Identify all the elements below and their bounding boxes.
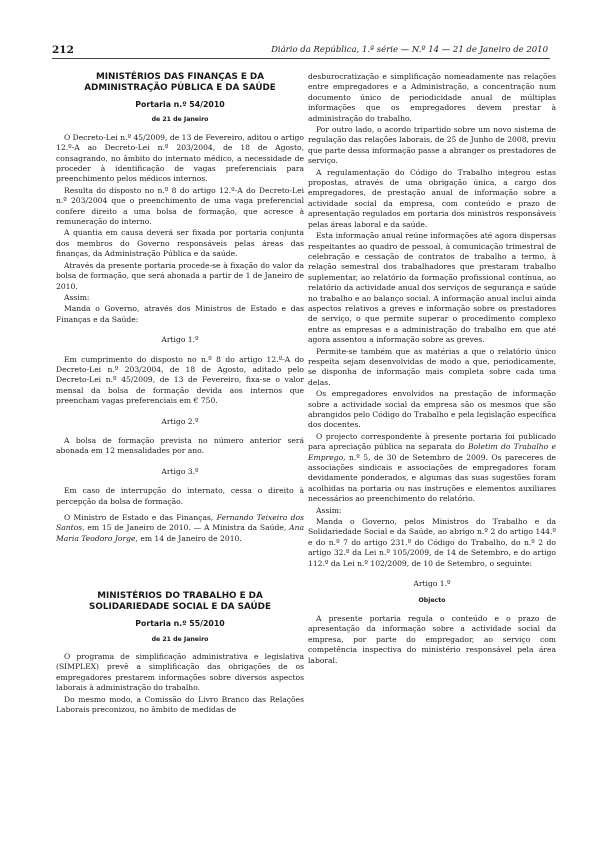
article-heading: Artigo 3.º [161,466,199,476]
article-heading: Artigo 1.º [413,579,451,589]
signature-text: O Ministro de Estado e das Finanças, [64,513,214,522]
paragraph: A regulamentação do Código do Trabalho integrou estas propostas, através de uma obrigação única, a cargo dos empregadores, de prestação anual de informação sobre a actividade social da empresa, com conteúdo e prazo de apresentação regulados em portaria dos ministros responsáveis pelas áreas laboral e da saúde. [308,167,556,229]
paragraph: Assim: [64,292,90,302]
ministry-heading: MINISTÉRIOS DO TRABALHO E DA SOLIDARIEDADE SOCIAL E DA SAÚDE [89,591,271,613]
paragraph-text: , n.º 5, de 30 de Setembro de 2009. Os pareceres de associações sindicais e associações de empregadores foram devidamente ponderados, e algumas das suas sugestões foram acolhidas na portaria ou nas instruções e elementos auxiliares necessários ao preenchimento do relatório. [308,452,556,504]
paragraph-text: O projecto correspondente à presente portaria foi publicado para apreciação pública na separata do [308,431,556,452]
article-heading: Artigo 2.º [161,416,199,426]
ministry-heading: MINISTÉRIOS DAS FINANÇAS E DA ADMINISTRAÇÃO PÚBLICA E DA SAÚDE [84,72,276,93]
article-subject: Objecto [418,596,446,604]
portaria-title: Portaria n.º 54/2010 [135,100,225,109]
paragraph: Os empregadores envolvidos na prestação de informação sobre a actividade social da empresa são os mesmos que são abrangidos pelo Código do Trabalho e pela legislação específica dos docentes. [308,389,556,430]
paragraph: O Decreto-Lei n.º 45/2009, de 13 de Fevereiro, aditou o artigo 12.º-A ao Decreto-Lei n.º 203/2004, de 18 de Agosto, consagrando, no âmbito do internato médico, a necessidade de proceder à identificação de vagas preferenciais para preenchimento pelos médicos internos. [56,132,304,184]
signatory-name: Ana Maria Teodoro Jorge [56,523,304,543]
paragraph: Resulta do disposto no n.º 8 do artigo 12.º-A do Decreto-Lei n.º 203/2004 que o preenchimento de uma vaga preferencial confere direito a uma bolsa de formação, que acresce à remuneração do interno. [56,185,304,227]
paragraph: Permite-se também que as matérias a que o relatório único respeita sejam desenvolvidas de modo a que, periodicamente, se disponha de informação mais completa sobre cada uma delas. [308,346,556,387]
paragraph: Manda o Governo, pelos Ministros do Trabalho e da Solidariedade Social e da Saúde, ao abrigo n.º 2 do artigo 144.º e do n.º 7 do artigo 231.º do Código do Trabalho, do n.º 2 do artigo 32.º da Lei n.º 105/2009, de 14 de Setembro, e do artigo 112.º da Lei n.º 102/2009, de 10 de Setembro, o seguinte: [308,517,556,568]
paragraph: Por outro lado, o acordo tripartido sobre um novo sistema de regulação das relações laborais, de 25 de Junho de 2008, previu que parte dessa informação passe a abranger os prestadores de serviço. [308,125,556,166]
paragraph: A presente portaria regula o conteúdo e o prazo de apresentação da informação sobre a actividade social da empresa, por parte do empregador, ao serviço com competência inspectiva do ministério responsável pela área laboral. [308,613,556,665]
paragraph: desburocratização e simplificação nomeadamente nas relações entre empregadores e a Administração, a concentração num documento único de periodicidade anual de múltiplas informações que os empregadores devem prestar à administração do trabalho. [308,72,556,123]
paragraph: Assim: [316,505,342,515]
paragraph: Em cumprimento do disposto no n.º 8 do artigo 12.º-A do Decreto-Lei n.º 203/2004, de 18 de Agosto, aditado pelo Decreto-Lei n.º 45/2009, de 13 de Fevereiro, fixa-se o valor mensal da bolsa de formação devida aos internos que preencham vagas preferenciais em € 750. [56,354,304,406]
signature-text: , em 14 de Janeiro de 2010. [135,533,242,543]
paragraph: O programa de simplificação administrativa e legislativa (SIMPLEX) prevê a simplificação das obrigações de os empregadores prestarem informações sobre diversos aspectos laborais à administração do trabalho. [56,652,304,693]
paragraph: A quantia em causa deverá ser fixada por portaria conjunta dos membros do Governo responsáveis pelas áreas das finanças, da Administração Pública e da saúde. [56,228,304,259]
signature-text: , em 15 de Janeiro de 2010. — A Ministra da Saúde, [82,523,287,533]
page-number: 212 [52,44,74,56]
portaria-title: Portaria n.º 55/2010 [135,619,225,629]
left-column [56,72,304,716]
paragraph: Esta informação anual reúne informações até agora dispersas respeitantes ao quadro de pessoal, à comunicação trimestral de celebração e cessação de contratos de trabalho a termo, à relação semestral dos trabalhadores que prestaram trabalho suplementar, ao relatório da formação profissional contínua, ao relatório da actividade anual dos serviços de segurança e saúde no trabalho e ao balanço social. A informação anual inclui ainda aspectos relativos a greves e informação sobre os prestadores de serviço, o que permite superar o procedimento complexo entre as empresas e a administração do trabalho em que até agora assentou a informação sobre as greves. [308,231,556,345]
paragraph: Através da presente portaria procede-se à fixação do valor da bolsa de formação, que será abonada a partir de 1 de Janeiro de 2010. [56,260,304,291]
right-column [308,72,556,667]
paragraph: A bolsa de formação prevista no número anterior será abonada em 12 mensalidades por ano. [56,435,304,456]
publication-title: Boletim do Trabalho e Emprego [308,442,556,462]
paragraph: Do mesmo modo, a Comissão do Livro Branco das Relações Laborais preconizou, no âmbito de medidas de [56,694,304,715]
portaria-date: de 21 de Janeiro [151,635,209,643]
header-rule [52,58,550,59]
paragraph [308,432,556,505]
article-heading: Artigo 1.º [161,335,199,345]
signature-paragraph [56,513,304,544]
paragraph: Em caso de interrupção do internato, cessa o direito à percepção da bolsa de formação. [56,486,304,506]
paragraph: Manda o Governo, através dos Ministros de Estado e das Finanças e da Saúde: [56,304,304,324]
portaria-date: de 21 de Janeiro [151,116,209,124]
signatory-name: Fernando Teixeira dos Santos [56,513,304,533]
journal-header: Diário da República, 1.ª série — N.º 14 — 21 de Janeiro de 2010 [271,45,548,55]
